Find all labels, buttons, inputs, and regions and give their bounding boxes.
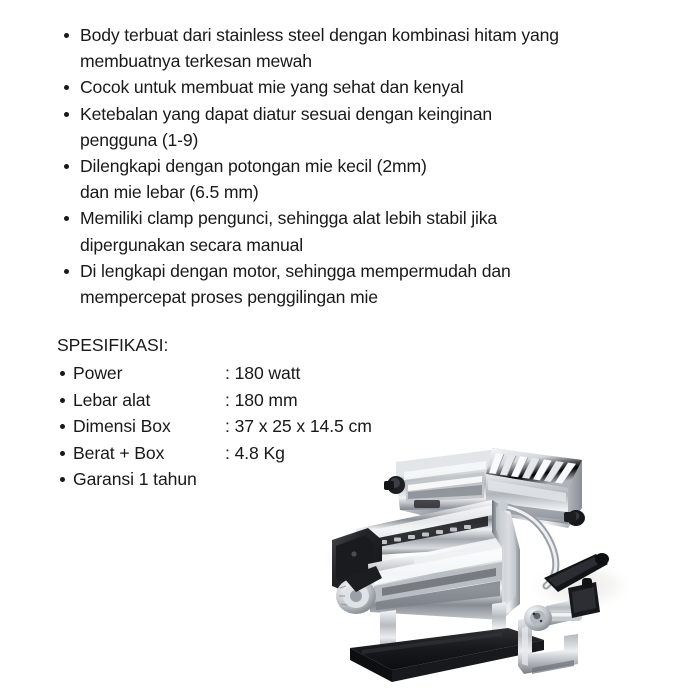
feature-line-continued: pengguna (1-9) xyxy=(80,129,199,150)
machine-base xyxy=(350,628,544,682)
spec-label: Garansi 1 tahun xyxy=(73,469,197,490)
feature-line-continued: mempercepat proses penggilingan mie xyxy=(80,287,378,308)
feature-item xyxy=(57,205,647,257)
clamp-pressure-plate xyxy=(524,605,552,631)
feature-line: Di lengkapi dengan motor, sehingga mempermudah dan xyxy=(80,260,511,281)
feature-item xyxy=(57,258,647,310)
feature-line-continued: membuatnya terkesan mewah xyxy=(80,51,312,72)
spec-label: Power xyxy=(73,363,123,384)
spec-value: : 4.8 Kg xyxy=(225,442,285,463)
spec-row xyxy=(57,387,647,414)
pasta-roller-body xyxy=(332,500,544,682)
feature-item xyxy=(57,74,647,100)
feature-item xyxy=(57,22,647,74)
spec-label: Lebar alat xyxy=(73,389,151,410)
feature-line: Dilengkapi dengan potongan mie kecil (2mm) xyxy=(80,156,427,177)
feature-line-continued: dan mie lebar (6.5 mm) xyxy=(80,182,259,203)
spec-value: : 180 watt xyxy=(225,363,301,384)
spec-row xyxy=(57,360,647,387)
product-image-noodle-maker xyxy=(296,436,688,694)
feature-line-continued: dipergunakan secara manual xyxy=(80,234,304,255)
feature-line: Ketebalan yang dapat diatur sesuai dengan keinginan xyxy=(80,103,492,124)
spec-value: : 37 x 25 x 14.5 cm xyxy=(225,416,372,437)
spec-value: : 180 mm xyxy=(225,389,298,410)
feature-item xyxy=(57,153,647,205)
description-text-area xyxy=(57,22,647,493)
feature-list xyxy=(57,22,647,310)
feature-line: Body terbuat dari stainless steel dengan kombinasi hitam yang xyxy=(80,25,559,45)
feature-item xyxy=(57,101,647,153)
spec-label: Berat + Box xyxy=(73,442,165,463)
feature-line: Cocok untuk membuat mie yang sehat dan kenyal xyxy=(80,77,464,98)
specifications-heading: SPESIFIKASI: xyxy=(57,335,169,356)
feature-line: Memiliki clamp pengunci, sehingga alat lebih stabil jika xyxy=(80,208,498,229)
spec-label: Dimensi Box xyxy=(73,416,171,437)
